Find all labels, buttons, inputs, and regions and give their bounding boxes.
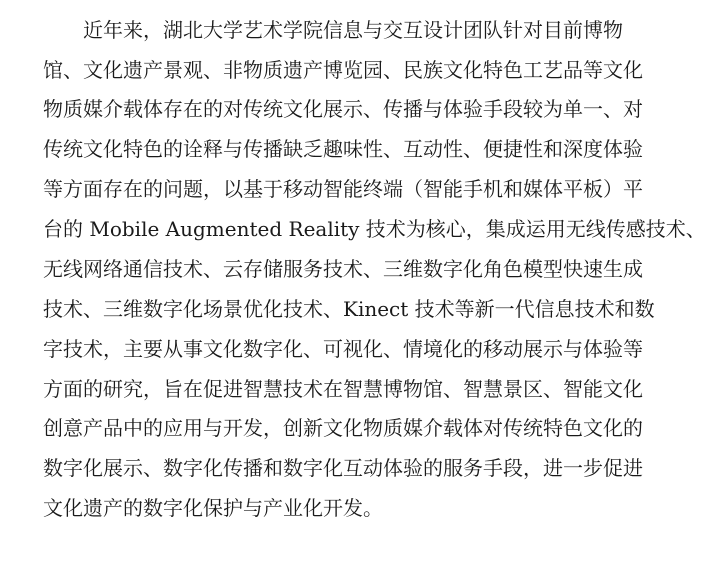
paragraph-line: 方面的研究，旨在促进智慧技术在智慧博物馆、智慧景区、智能文化 <box>43 377 643 401</box>
paragraph-line: 技术、三维数字化场景优化技术、Kinect 技术等新一代信息技术和数 <box>43 297 655 321</box>
paragraph-line: 台的 Mobile Augmented Reality 技术为核心，集成运用无线传感技术、 <box>43 217 706 241</box>
paragraph-line: 字技术，主要从事文化数字化、可视化、情境化的移动展示与体验等 <box>43 337 643 361</box>
paragraph-line: 传统文化特色的诠释与传播缺乏趣味性、互动性、便捷性和深度体验 <box>43 137 643 161</box>
paragraph-line: 馆、文化遗产景观、非物质遗产博览园、民族文化特色工艺品等文化 <box>43 58 643 82</box>
paragraph-line: 等方面存在的问题，以基于移动智能终端（智能手机和媒体平板）平 <box>43 177 643 201</box>
paragraph-line: 数字化展示、数字化传播和数字化互动体验的服务手段，进一步促进 <box>43 456 643 480</box>
paragraph-line: 物质媒介载体存在的对传统文化展示、传播与体验手段较为单一、对 <box>43 97 643 121</box>
paragraph-line-last: 文化遗产的数字化保护与产业化开发。 <box>43 496 383 520</box>
paragraph-line: 无线网络通信技术、云存储服务技术、三维数字化角色模型快速生成 <box>43 257 643 281</box>
paragraph-line: 创意产品中的应用与开发，创新文化物质媒介载体对传统特色文化的 <box>43 416 643 440</box>
paragraph-line: 近年来，湖北大学艺术学院信息与交互设计团队针对目前博物 <box>83 18 623 42</box>
